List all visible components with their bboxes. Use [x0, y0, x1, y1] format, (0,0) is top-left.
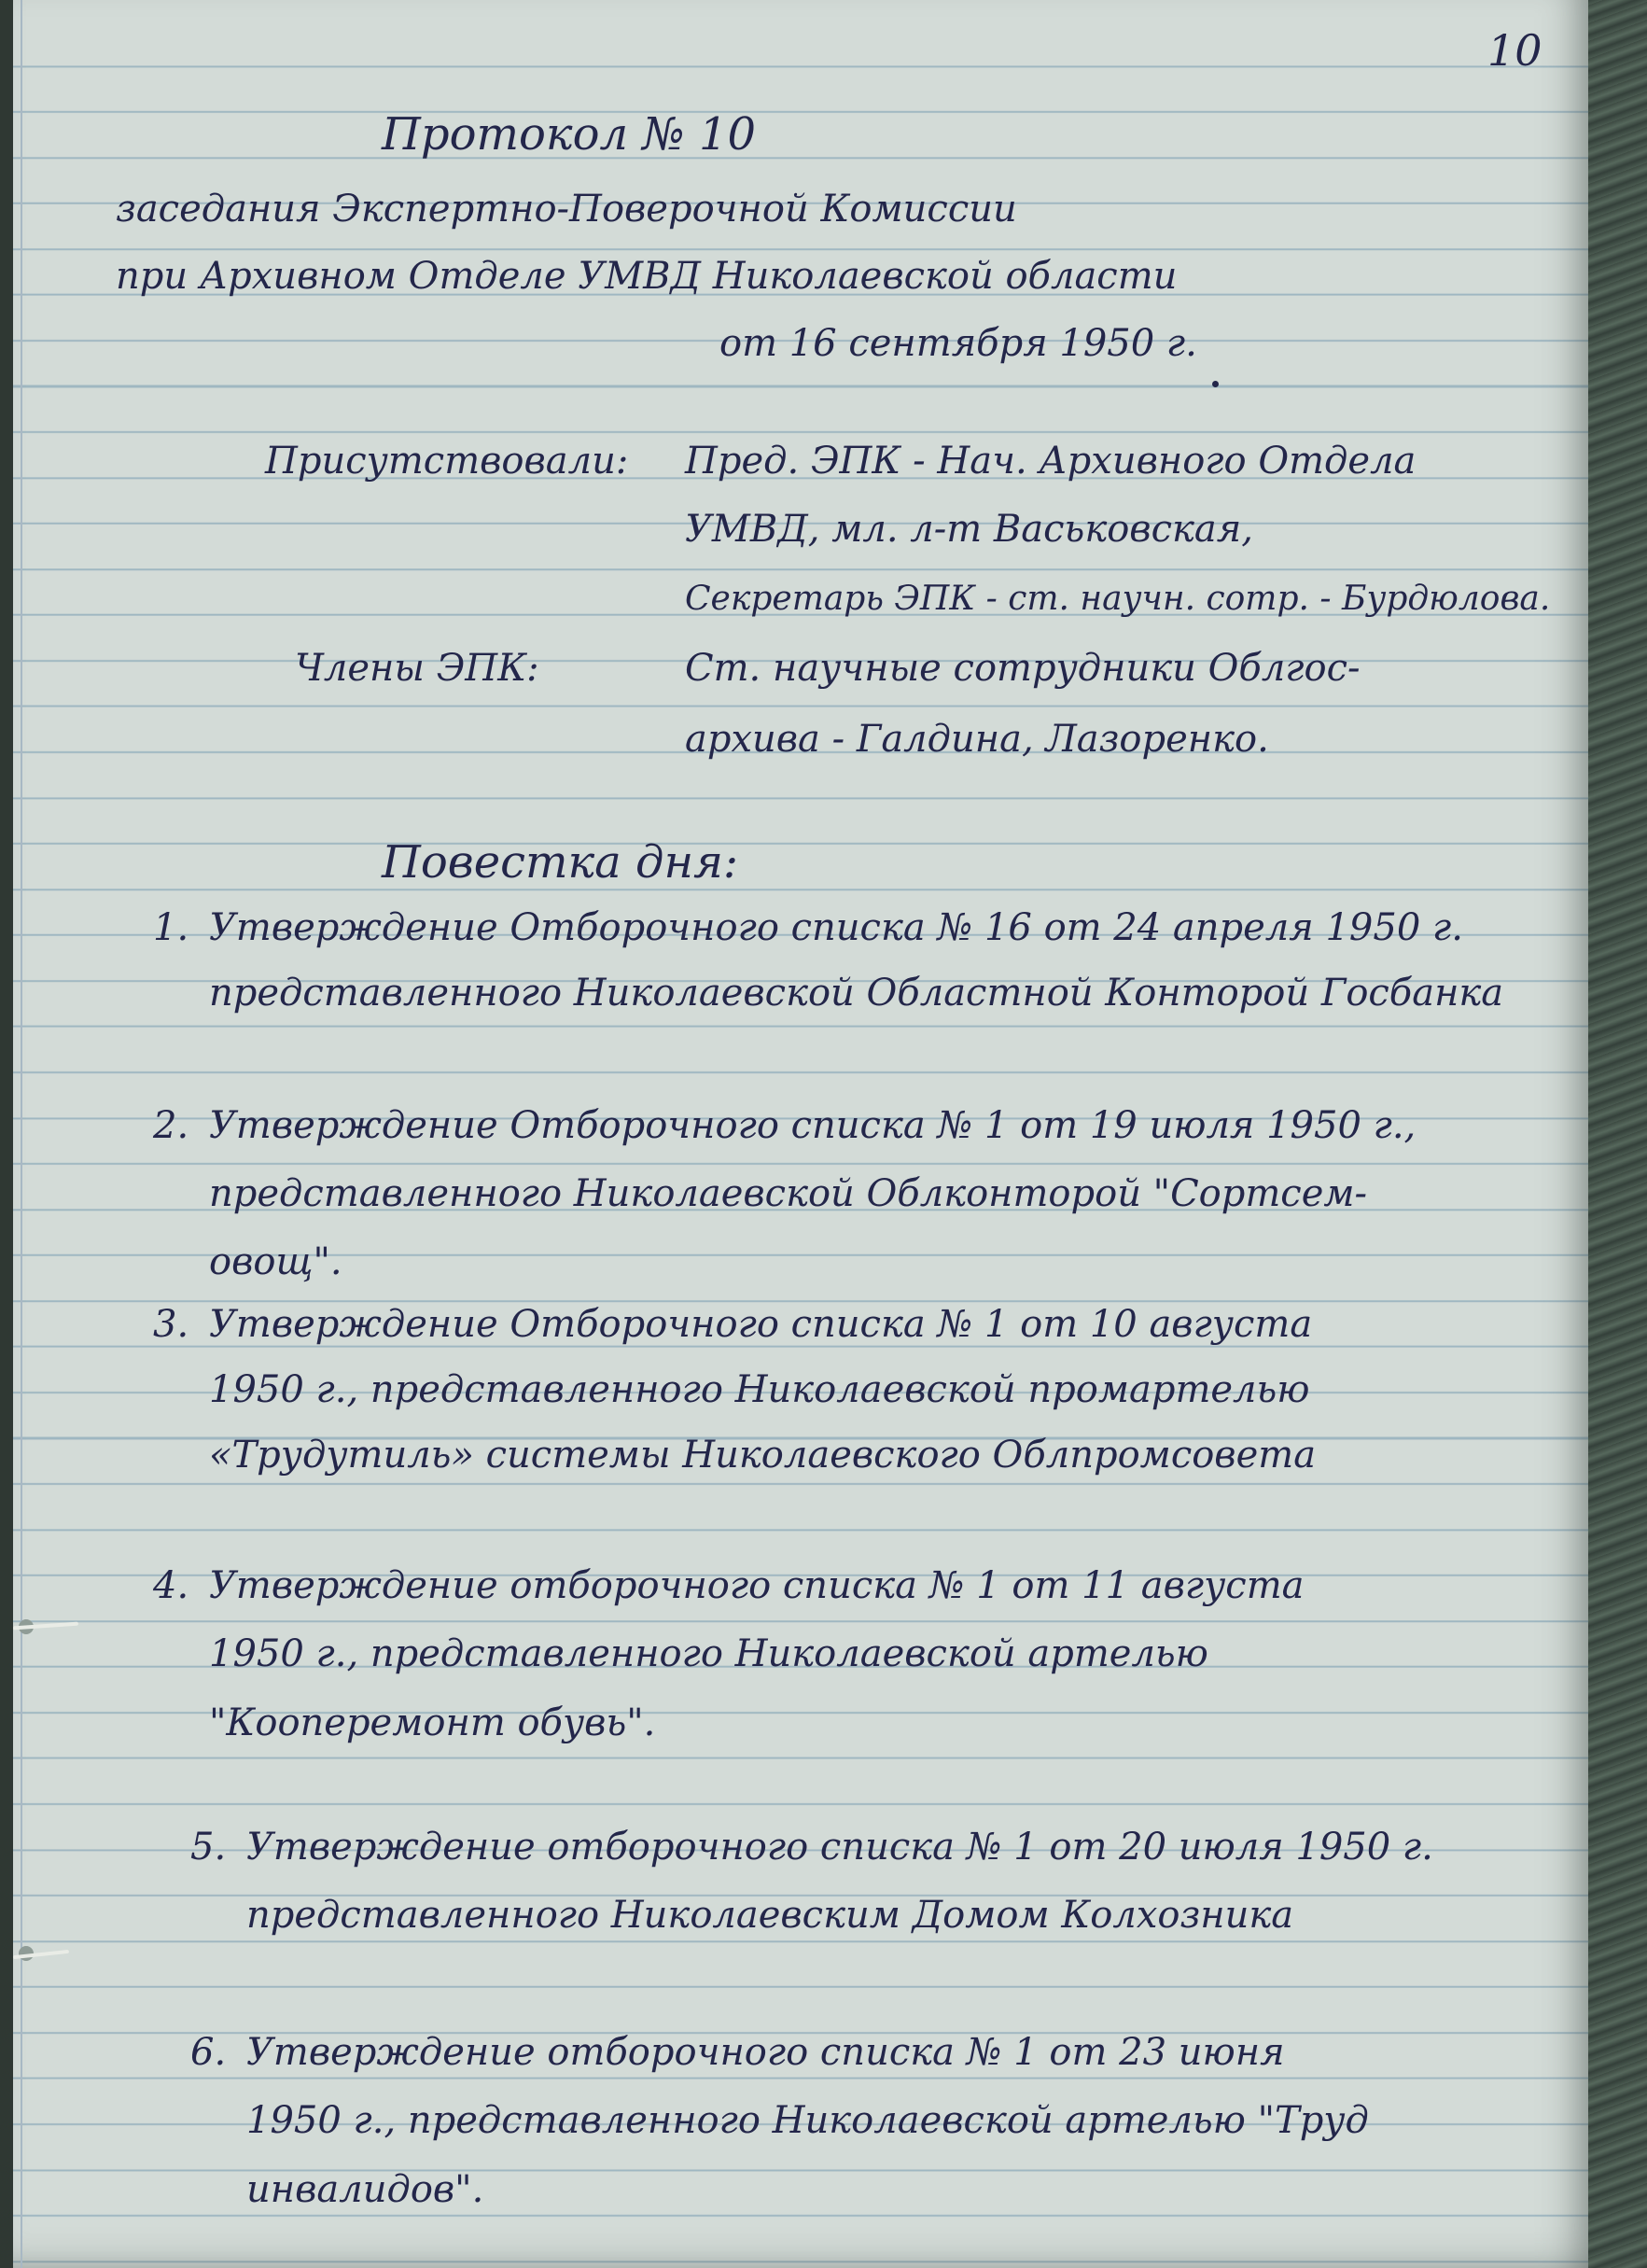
- present-line-3: Секретарь ЭПК - ст. научн. сотр. - Бурдюлова.: [685, 580, 1551, 618]
- agenda-item-line: Утверждение Отборочного списка № 16 от 24 апреля 1950 г.: [209, 906, 1463, 949]
- agenda-item-line: 1950 г., представленного Николаевской артелью: [209, 1632, 1208, 1675]
- agenda-item-line: Утверждение отборочного списка № 1 от 20 июля 1950 г.: [246, 1826, 1433, 1869]
- agenda-item-line: Утверждение Отборочного списка № 1 от 19 июля 1950 г.,: [209, 1104, 1417, 1147]
- agenda-item-number: 6.: [190, 2031, 227, 2074]
- protocol-subtitle-line-2: при Архивном Отделе УМВД Николаевской области: [116, 255, 1178, 298]
- agenda-item-number: 1.: [153, 906, 189, 949]
- page-number: 10: [1487, 25, 1542, 76]
- agenda-item-line: овощ".: [209, 1240, 342, 1283]
- agenda-item-line: Утверждение отборочного списка № 1 от 11 августа: [209, 1564, 1305, 1607]
- members-line-2: архива - Галдина, Лазоренко.: [685, 718, 1269, 761]
- protocol-date: от 16 сентября 1950 г.: [719, 322, 1197, 365]
- agenda-item-number: 2.: [153, 1104, 189, 1147]
- agenda-item-line: 1950 г., представленного Николаевской артелью "Труд: [246, 2099, 1369, 2142]
- agenda-item-line: представленного Николаевской Облконторой "Сортсем-: [209, 1172, 1368, 1215]
- ink-dot: [1212, 381, 1219, 387]
- members-line-1: Ст. научные сотрудники Облгос-: [685, 647, 1361, 690]
- agenda-item-line: Утверждение отборочного списка № 1 от 23 июня: [246, 2031, 1285, 2074]
- notebook-page: [13, 0, 1588, 2268]
- present-label: Присутствовали:: [265, 440, 629, 483]
- agenda-item-number: 3.: [153, 1303, 189, 1346]
- agenda-item-number: 5.: [190, 1826, 227, 1869]
- agenda-item-line: представленного Николаевской Областной Конторой Госбанка: [209, 972, 1504, 1015]
- members-label: Члены ЭПК:: [295, 647, 539, 690]
- protocol-subtitle-line-1: заседания Экспертно-Поверочной Комиссии: [116, 188, 1017, 231]
- agenda-item-number: 4.: [153, 1564, 189, 1607]
- agenda-item-line: инвалидов".: [246, 2168, 484, 2211]
- agenda-item-line: Утверждение Отборочного списка № 1 от 10 августа: [209, 1303, 1313, 1346]
- agenda-item-line: «Трудутиль» системы Николаевского Облпромсовета: [209, 1434, 1317, 1477]
- agenda-item-line: 1950 г., представленного Николаевской промартелью: [209, 1368, 1310, 1411]
- agenda-item-line: "Кооперемонт обувь".: [209, 1701, 656, 1744]
- margin-line: [21, 0, 22, 2268]
- agenda-title: Повестка дня:: [382, 836, 739, 889]
- present-line-1: Пред. ЭПК - Нач. Архивного Отдела: [685, 440, 1417, 483]
- protocol-title: Протокол № 10: [382, 108, 757, 161]
- present-line-2: УМВД, мл. л-т Васьковская,: [685, 508, 1253, 551]
- agenda-item-line: представленного Николаевским Домом Колхозника: [246, 1894, 1294, 1937]
